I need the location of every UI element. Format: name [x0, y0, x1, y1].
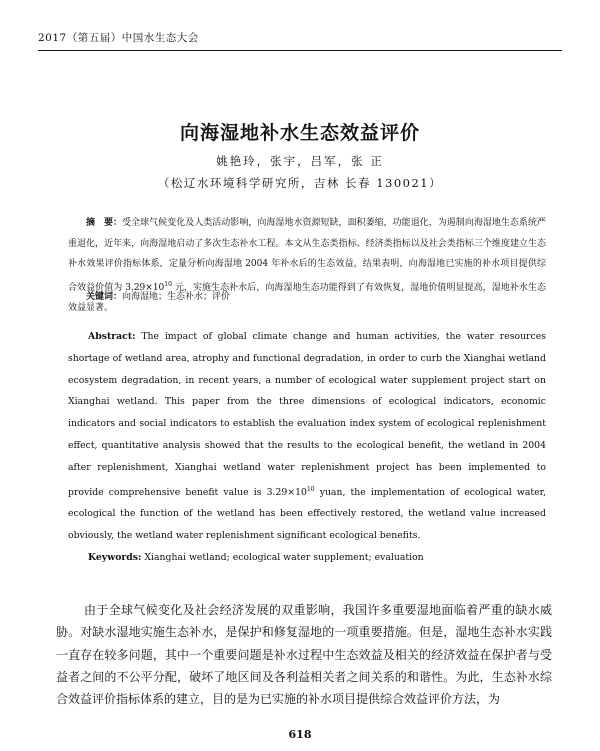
paper-title: 向海湿地补水生态效益评价: [179, 122, 420, 144]
keywords-en-text: Xianghai wetland; ecological water supplement; evaluation: [141, 552, 424, 563]
keywords-en-label: Keywords:: [88, 552, 142, 563]
abstract-cn-exponent: 10: [164, 280, 172, 288]
running-header: [38, 30, 562, 51]
keywords-cn-label: 关键词：: [86, 292, 123, 302]
abstract-cn-text-after: 元，实施生态补水后，向海湿地生态功能得到了有效恢复，湿地价值明显提高，湿地补水生态效益显著。: [68, 282, 546, 313]
abstract-cn-label: 摘 要：: [86, 218, 123, 228]
header-text: 2017（第五届）中国水生态大会: [38, 32, 199, 44]
abstract-cn-text-before: 受全球气候变化及人类活动影响，向海湿地水资源短缺，面积萎缩，功能退化，为遏制向海湿地生态系统严重退化，近年来，向海湿地启动了多次生态补水工程。本文从生态类指标、经济类指标以及社会类指标三个维度建立生态补水效果评价指标体系，定量分析向海湿地 2004 年补水后的生态效益，结果表明，向海湿地已实施的补水项目提供综合效益价值为 3.29×10: [68, 218, 546, 293]
keywords-cn-text: 向海湿地；生态补水；评价: [122, 292, 231, 302]
abstract-cn: [68, 213, 546, 319]
keywords-cn: [86, 289, 546, 302]
affiliation: （松辽水环境科学研究所，吉林 长春 130021）: [157, 176, 443, 190]
abstract-en-label: Abstract:: [88, 331, 136, 342]
keywords-en: [88, 552, 546, 563]
abstract-en: [68, 326, 546, 547]
abstract-en-text-before: The impact of global climate change and human activities, the water resources shortage of wetland area, atrophy and functional degradation, in order to curb the Xianghai wetland ecosystem degradation, in recent years, a number of ecological water supplement project start on Xianghai wetland. This paper from the three dimensions of ecological indicators, economic indicators and social indicators to establish the evaluation index system of ecological replenishment effect, quantitative analysis showed that the results to the ecological benefit, the wetland in 2004 after replenishment, Xianghai wetland water replenishment project has been implemented to provide comprehensive benefit value is 3.29×10: [68, 331, 546, 498]
page-number: 618: [288, 728, 312, 741]
body-paragraph: 由于全球气候变化及社会经济发展的双重影响，我国许多重要湿地面临着严重的缺水威胁。对缺水湿地实施生态补水，是保护和修复湿地的一项重要措施。但是，湿地生态补水实践一直存在较多问题，其中一个重要问题是补水过程中生态效益及相关的经济效益在保护者与受益者之间的不公平分配，破坏了地区间及各利益相关者之间关系的和谐性。为此，生态补水综合效益评价指标体系的建立，目的是为已实施的补水项目提供综合效益评价方法，为: [56, 603, 552, 707]
authors: 姚艳玲，张宇，吕军，张 正: [216, 154, 384, 168]
abstract-en-exponent: 10: [306, 485, 315, 493]
abstract-en-text-after: yuan, the implementation of ecological water, ecological the function of the wetland has been effectively restored, the wetland value increased obviously, the wetland water replenishment significant ecological benefits.: [68, 486, 546, 542]
